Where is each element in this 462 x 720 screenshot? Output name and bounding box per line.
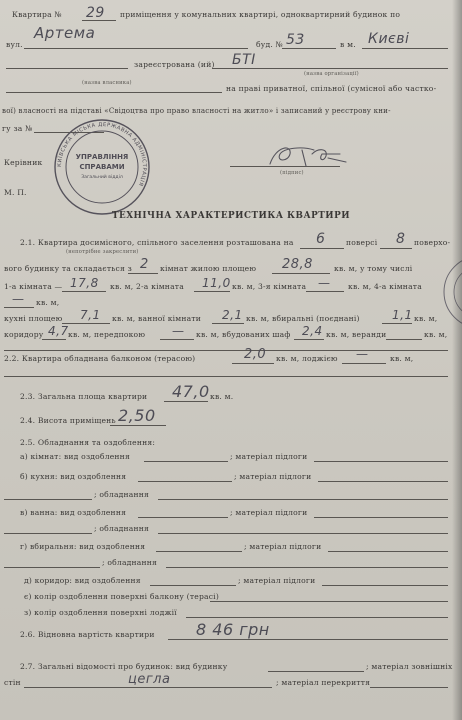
total-area-label: 2.3. Загальна площа квартири: [20, 392, 148, 401]
hallway-area: —: [172, 324, 185, 338]
official-stamp: [52, 117, 152, 217]
book-label: гу за №: [2, 124, 33, 133]
item-2-1-text-e: кімнат жилою площею: [160, 264, 257, 273]
item-2-6-row: [0, 620, 462, 642]
item-2-1-text-d: вого будинку та складається з: [4, 264, 132, 273]
item-2-2-row-2: [0, 368, 462, 382]
building-label: буд. №: [256, 40, 283, 49]
rooms-value: 2: [140, 257, 149, 272]
ownership-text: на праві приватної, спільної (сумісної або частко-: [226, 84, 437, 93]
premises-text: приміщення у комунальних квартирі, одноквартирний будинок по: [120, 10, 401, 19]
item-2-1-caption: (непотрібне закреслити): [66, 249, 139, 255]
city-prefix: в м.: [340, 40, 356, 49]
equipment-label: 2.5. Обладнання та оздоблення:: [20, 438, 156, 447]
restoration-cost-value: 8 46 грн: [196, 620, 270, 639]
header-row-5: [0, 104, 462, 118]
stamp-line-1: УПРАВЛІННЯ: [75, 153, 129, 161]
toilet-floor-label: ; матеріал підлоги: [244, 542, 322, 551]
item-2-1-text-b: поверсі: [346, 238, 378, 247]
kitchen-area: 7,1: [80, 308, 101, 322]
balcony-color-label: є) колір оздоблення поверхні балкону (терасі): [24, 592, 219, 601]
page-edge-shadow: [452, 0, 462, 720]
height-value: 2,50: [118, 406, 156, 425]
item-2-7-row-2: [0, 672, 462, 690]
room1-area: 17,8: [70, 276, 99, 290]
toilet-finish-label: г) вбиральня: вид оздоблення: [20, 542, 146, 551]
item-2-2-text-a: 2.2. Квартира обладнана балконом (терасою): [4, 354, 196, 363]
street-prefix: вул.: [6, 40, 23, 49]
registered-label: зареєстрована (ий): [134, 60, 215, 69]
header-row-2: [0, 24, 462, 49]
closet-label: кв. м, вбудованих шаф: [196, 330, 291, 339]
mp-label: М. П.: [4, 188, 27, 197]
signature-caption: (підпис): [280, 170, 304, 176]
item-2-5-b-row: [0, 470, 462, 484]
kitchen-label: кухні площею: [4, 314, 63, 323]
item-2-5-e-row: [0, 590, 462, 604]
stamp-ring-text: КИЇВСЬКА МІСЬКА ДЕРЖАВНА АДМІНІСТРАЦІЯ: [56, 121, 148, 188]
item-2-7-row: [0, 660, 462, 674]
total-area-value: 47,0: [172, 382, 210, 401]
balcony-area: 2,0: [244, 347, 267, 362]
apartment-number: 29: [86, 5, 105, 21]
item-2-5-v-row: [0, 506, 462, 520]
loggia-area: —: [356, 347, 369, 361]
registered-by: БТІ: [232, 52, 256, 68]
veranda-label: кв. м, веранди: [326, 330, 387, 339]
bath-equipment-label: ; обладнання: [94, 524, 150, 533]
walls-value: цегла: [128, 672, 171, 687]
apartment-label: Квартира №: [12, 10, 62, 19]
toilet-label: кв. м, вбиральні (поєднані): [246, 314, 360, 323]
item-2-5-d-row: [0, 574, 462, 588]
living-area: 28,8: [282, 257, 313, 272]
veranda-unit: кв. м,: [424, 330, 448, 339]
kitchen-finish-label: б) кухня: вид оздоблення: [20, 472, 127, 481]
rooms-finish-label: а) кімнат: вид оздоблення: [20, 452, 130, 461]
item-2-4-row: [0, 406, 462, 428]
walls-prefix: стін: [4, 678, 21, 687]
item-2-2-row: [0, 347, 462, 366]
kitchen-equipment-label: ; обладнання: [94, 490, 150, 499]
floor-value: 6: [316, 231, 326, 247]
item-2-2-text-b: кв. м, лоджією: [276, 354, 338, 363]
header-row-4: [0, 82, 462, 96]
bath-floor-label: ; матеріал підлоги: [230, 508, 308, 517]
roof-material-label: ; матеріал перекриття: [276, 678, 371, 687]
item-2-1-row-2: [0, 257, 462, 276]
building-number: 53: [286, 32, 305, 48]
loggia-unit: кв. м,: [390, 354, 414, 363]
room3-area: —: [318, 276, 331, 290]
room2-label: кв. м, 2-а кімната: [110, 282, 184, 291]
restoration-cost-label: 2.6. Відновна вартість квартири: [20, 630, 155, 639]
total-area-unit: кв. м.: [210, 392, 234, 401]
toilet-area: 1,1: [392, 308, 413, 322]
bath-finish-label: в) ванна: вид оздоблення: [20, 508, 127, 517]
registered-caption: (назва організації): [304, 71, 359, 77]
rooms-floor-label: ; матеріал підлоги: [230, 452, 308, 461]
item-2-1-text-a: 2.1. Квартира досимісного, спільного заселення розташована на: [20, 238, 294, 247]
item-2-5-b-equip-row: [0, 488, 462, 502]
toilet-unit: кв. м,: [414, 314, 438, 323]
bathroom-area: 2,1: [222, 308, 243, 322]
head-label: Керівник: [4, 158, 43, 167]
corridor-finish-label: д) коридор: вид оздоблення: [24, 576, 141, 585]
floors-total: 8: [396, 231, 406, 247]
corridor-floor-label: ; матеріал підлоги: [238, 576, 316, 585]
ownership-text-2: вої) власності на підставі «Свідоцтва про право власності на житло» і записаний у реєстрову кни-: [2, 106, 391, 115]
city-name: Києві: [368, 31, 410, 47]
item-2-5-row: [0, 436, 462, 450]
room1-label: 1-а кімната —: [4, 282, 63, 291]
header-row-3: [0, 52, 462, 77]
item-2-1-row-6: [0, 324, 462, 342]
toilet-equipment-label: ; обладнання: [102, 558, 158, 567]
item-2-5-a-row: [0, 450, 462, 464]
item-2-5-g-row: [0, 540, 462, 554]
item-2-3-row: [0, 382, 462, 404]
item-2-5-g-equip-row: [0, 556, 462, 570]
owner-caption: (назва власника): [82, 80, 132, 86]
hallway-label: кв. м, передпокою: [68, 330, 146, 339]
room3-label: кв. м, 3-я кімната: [232, 282, 307, 291]
item-2-5-z-row: [0, 606, 462, 620]
loggia-color-label: з) колір оздоблення поверхні лоджії: [24, 608, 177, 617]
corridor-label: коридору: [4, 330, 44, 339]
room4-label: кв. м, 4-а кімната: [348, 282, 422, 291]
item-2-5-v-equip-row: [0, 522, 462, 536]
building-info-label: 2.7. Загальні відомості про будинок: вид будинку: [20, 662, 228, 671]
item-2-1-row-5: [0, 308, 462, 326]
bathroom-label: кв. м, ванної кімнати: [112, 314, 202, 323]
item-2-1-row-3: [0, 276, 462, 294]
header-row-1: [0, 5, 462, 22]
kitchen-floor-label: ; матеріал підлоги: [234, 472, 312, 481]
item-2-1-text-c: поверхо-: [414, 238, 451, 247]
wall-material-label: ; матеріал зовнішніх: [366, 662, 453, 671]
room4-area: —: [12, 292, 25, 306]
section-title: ТЕХНІЧНА ХАРАКТЕРИСТИКА КВАРТИРИ: [111, 211, 351, 221]
signature-handwritten: [262, 140, 352, 172]
item-2-1-row-1: [0, 231, 462, 255]
stamp-line-2: СПРАВАМИ: [79, 163, 125, 171]
street-name: Артема: [34, 24, 96, 42]
closet-area: 2,4: [302, 324, 323, 338]
height-label: 2.4. Висота приміщень: [20, 416, 116, 425]
room4-unit: кв. м,: [36, 298, 60, 307]
stamp-line-3: Загальний відділ: [81, 175, 123, 180]
corridor-area: 4,7: [48, 324, 69, 338]
item-2-1-text-f: кв. м, у тому числі: [334, 264, 413, 273]
room2-area: 11,0: [202, 276, 231, 290]
